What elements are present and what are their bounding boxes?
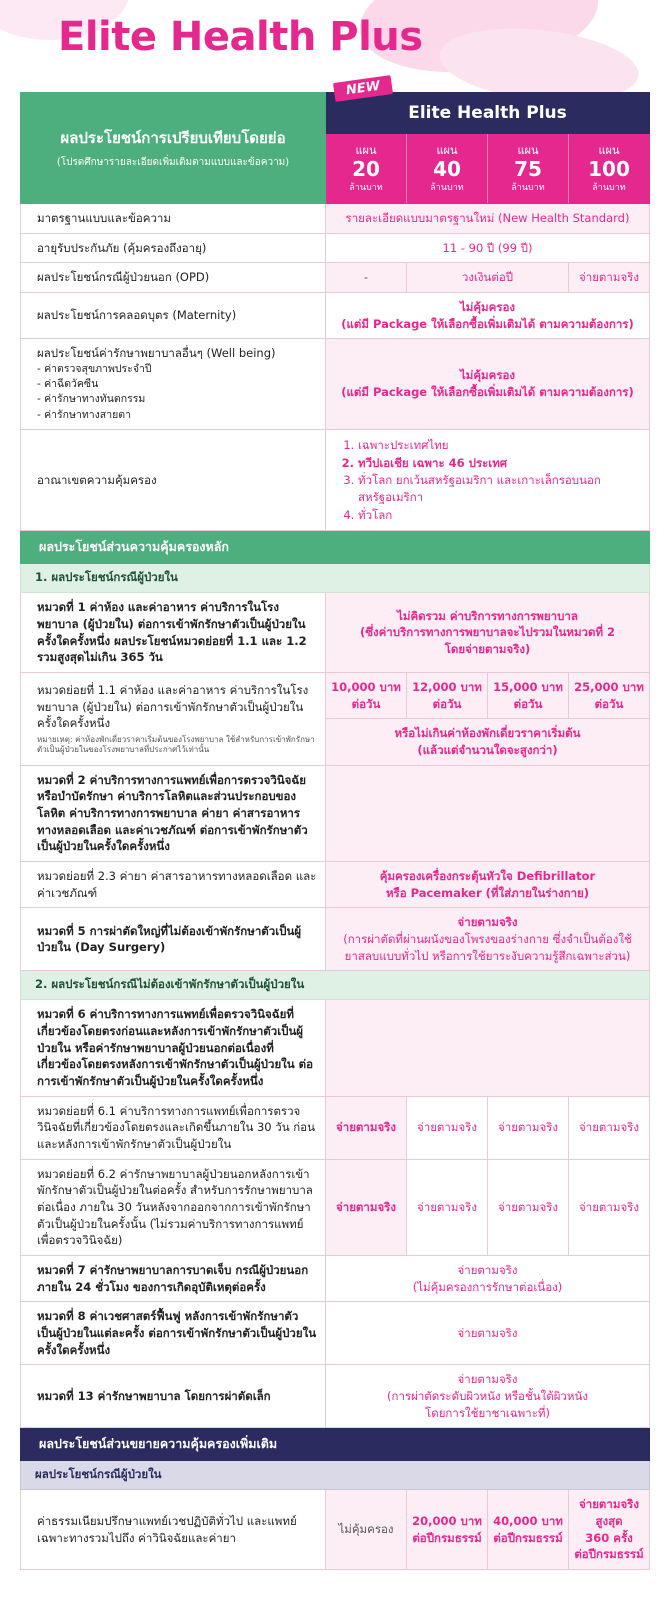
cat1-line3: โดยจ่ายตามจริง): [444, 641, 531, 656]
cat11-footer-line1: หรือไม่เกินค่าห้องพักเดี่ยวราคาเริ่มต้น: [394, 726, 581, 741]
row-label: อายุรับประกันภัย (คุ้มครองถึงอายุ): [21, 233, 326, 263]
consult-value-plan20: ไม่คุ้มครอง: [326, 1490, 407, 1570]
amount: 20,000 บาท: [412, 1514, 482, 1529]
cat1-line1: ไม่คิดรวม ค่าบริการทางการพยาบาล: [397, 608, 578, 623]
wellbeing-item-3: - ค่ารักษาทางทันตกรรม: [37, 393, 146, 406]
row-cat62: [21, 1159, 650, 1255]
per: ต่อวัน: [351, 696, 381, 711]
cat11-footer: [326, 719, 650, 765]
product-title-cell: [326, 78, 650, 134]
cat1-line2: (ซึ่งค่าบริการทางการพยาบาลจะไปรวมในหมวดที่ 2: [359, 625, 616, 640]
row-value: [326, 429, 650, 530]
row-label: หมวดที่ 13 ค่ารักษาพยาบาล โดยการผ่าตัดเล็ก: [21, 1365, 326, 1428]
amount: 10,000 บาท: [331, 679, 401, 694]
cat62-value-plan20: จ่ายตามจริง: [326, 1159, 407, 1255]
row-value: [326, 908, 650, 971]
section-extra-coverage: [21, 1428, 650, 1461]
cat61-value-plan100: จ่ายตามจริง: [569, 1096, 650, 1159]
limit-count: 360 ครั้ง: [585, 1530, 633, 1545]
row-value-plan20: -: [326, 263, 407, 293]
cat5-line3: ยาสลบแบบทั่วไป หรือการใช้ยาระงับความรู้สึกเฉพาะส่วน): [344, 948, 631, 963]
row-value: [326, 593, 650, 673]
section-inpatient: [21, 564, 650, 593]
row-label: หมวดย่อยที่ 6.1 ค่าบริการทางการแพทย์เพื่อการตรวจวินิจฉัยที่เกี่ยวข้องโดยตรงและเกิดขึ้นภายใน 30 วัน ก่อนและหลังการเข้าพักรักษาตัวเป็นผู้ป่วยใน: [21, 1096, 326, 1159]
cat11-title: หมวดย่อยที่ 1.1 ค่าห้อง และค่าอาหาร ค่าบริการในโรงพยาบาล (ผู้ป่วยใน) ต่อการเข้าพักรักษาตัวเป็นผู้ป่วยในครั้งใดครั้งหนึ่ง: [37, 682, 309, 731]
plan-unit: ล้านบาท: [511, 183, 545, 193]
plan-unit: ล้านบาท: [349, 183, 383, 193]
plan-word: แผน: [598, 144, 620, 157]
row-label: อาณาเขตความคุ้มครอง: [21, 429, 326, 530]
consult-value-plan75: [488, 1490, 569, 1570]
wellbeing-line2: (แต่มี Package ให้เลือกซื้อเพิ่มเติมได้ ตามความต้องการ): [341, 385, 634, 400]
plan-column-75: [488, 134, 569, 204]
row-cat13: [21, 1365, 650, 1428]
row-label: หมวดที่ 5 การผ่าตัดใหญ่ที่ไม่ต้องเข้าพักรักษาตัวเป็นผู้ป่วยใน (Day Surgery): [21, 908, 326, 971]
row-cat8: [21, 1302, 650, 1365]
row-value: [326, 765, 650, 861]
wellbeing-title: ผลประโยชน์ค่ารักษาพยาบาลอื่นๆ (Well being): [37, 346, 276, 361]
row-label: ผลประโยชน์กรณีผู้ป่วยนอก (OPD): [21, 263, 326, 293]
consult-value-plan100: [569, 1490, 650, 1570]
row-label: [21, 672, 326, 765]
cat62-value-plan40: จ่ายตามจริง: [407, 1159, 488, 1255]
row-maternity: [21, 293, 650, 339]
row-label: หมวดย่อยที่ 2.3 ค่ายา ค่าสารอาหารทางหลอดเลือด และค่าเวชภัณฑ์: [21, 862, 326, 908]
plan-number: 100: [588, 157, 630, 181]
cat11-value-plan40: [407, 672, 488, 718]
row-territory: [21, 429, 650, 530]
territory-item-4: 4. ทั่วโลก: [358, 507, 645, 524]
cat23-line2: หรือ Pacemaker (ที่ใส่ภายในร่างกาย): [385, 885, 590, 900]
cat61-value-plan75: จ่ายตามจริง: [488, 1096, 569, 1159]
row-value: รายละเอียดแบบมาตรฐานใหม่ (New Health Standard): [326, 204, 650, 234]
row-cat61: [21, 1096, 650, 1159]
section-title: ผลประโยชน์กรณีผู้ป่วยใน: [21, 1461, 650, 1490]
cat5-line2: (การผ่าตัดที่ผ่านผนังของโพรงของร่างกาย ซึ่งจำเป็นต้องใช้: [343, 932, 632, 947]
plan-column-20: [326, 134, 407, 204]
amount: 40,000 บาท: [493, 1514, 563, 1529]
maternity-line2: (แต่มี Package ให้เลือกซื้อเพิ่มเติมได้ ตามความต้องการ): [341, 316, 634, 331]
plan-unit: ล้านบาท: [592, 183, 626, 193]
territory-item-3: 3. ทั่วโลก ยกเว้นสหรัฐอเมริกา และเกาะเล็กรอบนอกสหรัฐอเมริกา: [358, 472, 645, 505]
row-cat5: [21, 908, 650, 971]
plan-number: 75: [514, 157, 542, 181]
cat61-value-plan40: จ่ายตามจริง: [407, 1096, 488, 1159]
row-value-plan40-75: วงเงินต่อปี: [407, 263, 569, 293]
cat13-line2: (การผ่าตัดระดับผิวหนัง หรือชั้นใต้ผิวหนัง: [387, 1389, 588, 1404]
row-age: [21, 233, 650, 263]
section-title: ผลประโยชน์ส่วนความคุ้มครองหลัก: [21, 531, 650, 564]
plan-number: 40: [433, 157, 461, 181]
header-left-cell: [21, 93, 326, 204]
cat7-line2: (ไม่คุ้มครองการรักษาต่อเนื่อง): [412, 1279, 563, 1294]
per: ต่อวัน: [432, 696, 462, 711]
section-not-inpatient: [21, 971, 650, 1000]
row-label: หมวดที่ 8 ค่าเวชศาสตร์ฟื้นฟู หลังการเข้าพักรักษาตัวเป็นผู้ป่วยในแต่ละครั้ง ต่อการเข้าพักรักษาตัวเป็นผู้ป่วยในครั้งใดครั้งหนึ่ง: [21, 1302, 326, 1365]
row-value: [326, 293, 650, 339]
row-label: มาตรฐานแบบและข้อความ: [21, 204, 326, 234]
row-value: [326, 862, 650, 908]
benefits-comparison-table: [20, 78, 650, 1570]
cat11-value-plan100: [569, 672, 650, 718]
cat13-line1: จ่ายตามจริง: [457, 1372, 518, 1387]
row-standard: [21, 204, 650, 234]
amount: จ่ายตามจริง: [579, 1497, 639, 1512]
row-label: หมวดที่ 2 ค่าบริการทางการแพทย์เพื่อการตรวจวินิจฉัยหรือบำบัดรักษา ค่าบริการโลหิตและส่วนประกอบของโลหิต ค่าบริการทางการพยาบาล ค่ายา ค่าสารอาหารทางหลอดเลือด และค่าเวชภัณฑ์ ต่อการเข้าพักรักษาตัวเป็นผู้ป่วยในครั้งใดครั้งหนึ่ง: [21, 765, 326, 861]
per: ต่อวัน: [594, 696, 624, 711]
header-left-title: ผลประโยชน์การเปรียบเทียบโดยย่อ: [60, 129, 286, 147]
section-main-coverage: [21, 531, 650, 564]
cat11-value-plan20: [326, 672, 407, 718]
row-consultation-fee: [21, 1490, 650, 1570]
row-cat2: [21, 765, 650, 861]
row-cat1: [21, 593, 650, 673]
plan-column-100: [569, 134, 650, 204]
cat62-value-plan75: จ่ายตามจริง: [488, 1159, 569, 1255]
cat13-line3: โดยการใช้ยาชาเฉพาะที่): [425, 1405, 550, 1420]
section-extra-inpatient: [21, 1461, 650, 1490]
header-left-subtitle: (โปรดศึกษารายละเอียดเพิ่มเติมตามแบบและข้อความ): [56, 157, 290, 168]
territory-item-2: 2. ทวีปเอเชีย เฉพาะ 46 ประเทศ: [358, 455, 645, 472]
wellbeing-line1: ไม่คุ้มครอง: [459, 368, 516, 383]
per: ต่อวัน: [513, 696, 543, 711]
row-label: หมวดที่ 7 ค่ารักษาพยาบาลการบาดเจ็บ กรณีผู้ป่วยนอก ภายใน 24 ชั่วโมง ของการเกิดอุบัติเหตุต่อครั้ง: [21, 1256, 326, 1302]
cat23-line1: คุ้มครองเครื่องกระตุ้นหัวใจ Defibrillator: [379, 869, 596, 883]
new-badge: NEW: [333, 75, 393, 102]
row-opd: [21, 263, 650, 293]
row-value: 11 - 90 ปี (99 ปี): [326, 233, 650, 263]
plan-word: แผน: [355, 144, 377, 157]
row-label: [21, 339, 326, 430]
wellbeing-item-4: - ค่ารักษาทางสายตา: [37, 408, 131, 421]
cat11-value-plan75: [488, 672, 569, 718]
per: ต่อปีกรมธรรม์: [412, 1530, 482, 1545]
section-title: 2. ผลประโยชน์กรณีไม่ต้องเข้าพักรักษาตัวเป็นผู้ป่วยใน: [21, 971, 650, 1000]
section-title: ผลประโยชน์ส่วนขยายความคุ้มครองเพิ่มเติม: [21, 1428, 650, 1461]
row-cat7: [21, 1256, 650, 1302]
cat11-footer-line2: (แล้วแต่จำนวนใดจะสูงกว่า): [417, 742, 558, 757]
plan-word: แผน: [517, 144, 539, 157]
row-cat6: [21, 1000, 650, 1096]
plan-unit: ล้านบาท: [430, 183, 464, 193]
cat61-value-plan20: จ่ายตามจริง: [326, 1096, 407, 1159]
per: ต่อปีกรมธรรม์: [493, 1530, 563, 1545]
brand-banner: [0, 0, 669, 92]
amount: 12,000 บาท: [412, 679, 482, 694]
consult-value-plan40: [407, 1490, 488, 1570]
row-label: หมวดที่ 6 ค่าบริการทางการแพทย์เพื่อตรวจวินิจฉัยที่เกี่ยวข้องโดยตรงก่อนและหลังการเข้าพักรักษาตัวเป็นผู้ป่วยใน หรือค่ารักษาพยาบาลผู้ป่วยนอกต่อเนื่องที่เกี่ยวข้องโดยตรงหลังการเข้าพักรักษาตัวเป็นผู้ป่วยใน ต่อการเข้าพักรักษาตัวเป็นผู้ป่วยในครั้งใดครั้งหนึ่ง: [21, 1000, 326, 1096]
brand-title: Elite Health Plus: [58, 14, 423, 60]
cat62-value-plan100: จ่ายตามจริง: [569, 1159, 650, 1255]
row-wellbeing: [21, 339, 650, 430]
row-value: [326, 1256, 650, 1302]
product-title: Elite Health Plus: [408, 103, 567, 123]
row-label: ค่าธรรมเนียมปรึกษาแพทย์เวชปฏิบัติทั่วไป และแพทย์เฉพาะทางรวมไปถึง ค่าวินิจฉัยและค่ายา: [21, 1490, 326, 1570]
row-label: ผลประโยชน์การคลอดบุตร (Maternity): [21, 293, 326, 339]
row-value: จ่ายตามจริง: [326, 1302, 650, 1365]
cat11-note: หมายเหตุ: ค่าห้องพักเดี่ยวราคาเริ่มต้นของโรงพยาบาล ใช้สำหรับการเข้าพักรักษาตัวเป็นผู้ป่วยในของโรงพยาบาลที่ประกาศไว้เท่านั้น: [37, 734, 315, 755]
section-title: 1. ผลประโยชน์กรณีผู้ป่วยใน: [21, 564, 650, 593]
per: ต่อปีกรมธรรม์: [574, 1547, 644, 1562]
row-cat11: [21, 672, 650, 718]
wellbeing-item-2: - ค่าฉีดวัคซีน: [37, 378, 99, 391]
maternity-line1: ไม่คุ้มครอง: [459, 300, 516, 315]
amount: 15,000 บาท: [493, 679, 563, 694]
amount: 25,000 บาท: [574, 679, 644, 694]
territory-item-1: 1. เฉพาะประเทศไทย: [358, 437, 645, 454]
row-value: [326, 1000, 650, 1096]
row-label: หมวดย่อยที่ 6.2 ค่ารักษาพยาบาลผู้ป่วยนอกหลังการเข้าพักรักษาตัวเป็นผู้ป่วยในต่อครั้ง สำหรับการรักษาพยาบาลต่อเนื่อง ภายใน 30 วันหลังจากออกจากการเข้าพักรักษาตัวเป็นผู้ป่วยในครั้งนั้น (ไม่รวมค่าบริการทางการแพทย์เพื่อตรวจวินิจฉัย): [21, 1159, 326, 1255]
plan-number: 20: [352, 157, 380, 181]
row-value: [326, 339, 650, 430]
plan-word: แผน: [436, 144, 458, 157]
plan-column-40: [407, 134, 488, 204]
row-cat23: [21, 862, 650, 908]
row-value: [326, 1365, 650, 1428]
wellbeing-item-1: - ค่าตรวจสุขภาพประจำปี: [37, 363, 152, 376]
row-label: หมวดที่ 1 ค่าห้อง และค่าอาหาร ค่าบริการในโรงพยาบาล (ผู้ป่วยใน) ต่อการเข้าพักรักษาตัวเป็นผู้ป่วยในครั้งใดครั้งหนึ่ง ผลประโยชน์หมวดย่อยที่ 1.1 และ 1.2 รวมสูงสุดไม่เกิน 365 วัน: [21, 593, 326, 673]
cat5-line1: จ่ายตามจริง: [457, 915, 518, 930]
cat7-line1: จ่ายตามจริง: [457, 1263, 518, 1278]
table-header-row: [21, 93, 650, 134]
limit-word: สูงสุด: [595, 1514, 623, 1529]
row-value-plan100: จ่ายตามจริง: [569, 263, 650, 293]
